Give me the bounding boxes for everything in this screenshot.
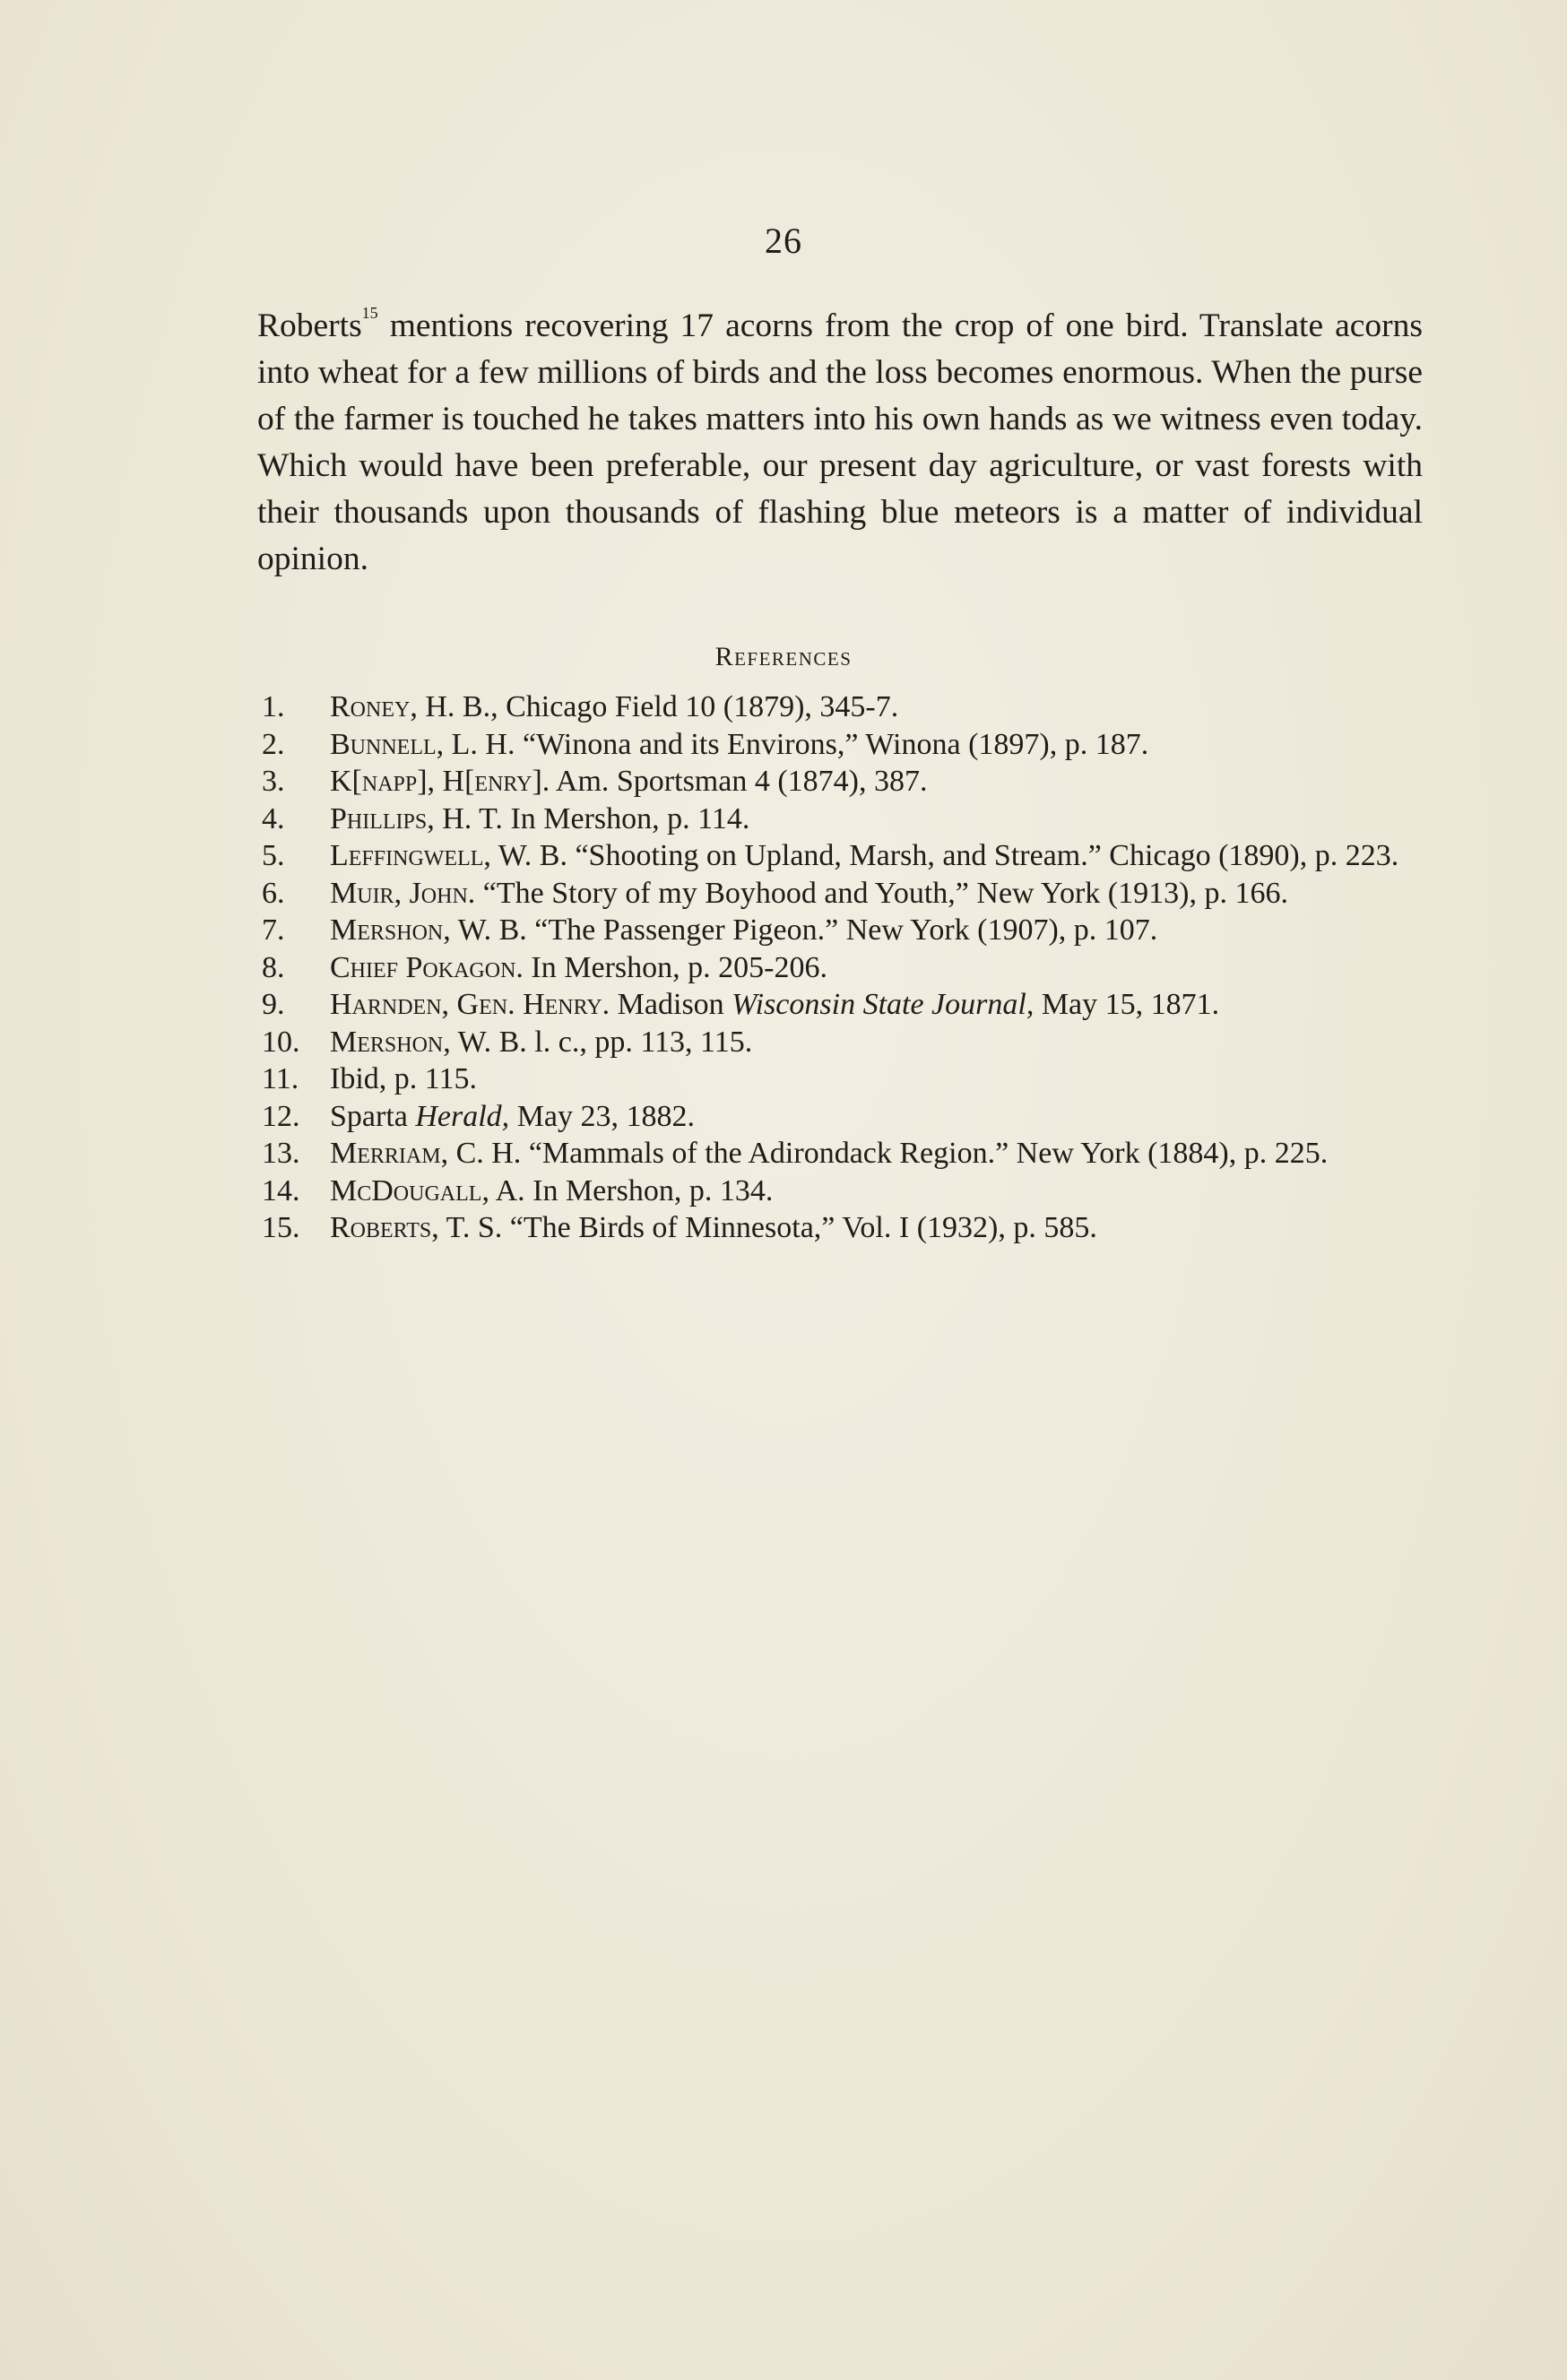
reference-title-italic: Wisconsin State Journal, (732, 988, 1035, 1021)
reference-text-after: May 15, 1871. (1034, 988, 1220, 1021)
reference-number: 7. (262, 913, 285, 947)
reference-item (262, 1209, 1427, 1247)
reference-author: Bunnell, L. H. (330, 727, 515, 761)
reference-number: 3. (262, 765, 285, 798)
reference-number: 11. (262, 1062, 299, 1095)
reference-author: K[napp], H[enry]. (330, 765, 550, 798)
reference-item (262, 1024, 1427, 1061)
reference-text-after: May 23, 1882. (509, 1099, 696, 1133)
reference-number: 4. (262, 801, 285, 835)
reference-item (262, 1173, 1427, 1210)
reference-text: Chicago Field 10 (1879), 345-7. (498, 690, 899, 723)
reference-item (262, 726, 1427, 764)
reference-text: l. c., pp. 113, 115. (526, 1025, 753, 1059)
reference-number: 9. (262, 988, 285, 1021)
reference-number: 12. (262, 1099, 300, 1133)
reference-number: 14. (262, 1173, 300, 1207)
reference-number: 6. (262, 876, 285, 910)
reference-number: 5. (262, 839, 285, 872)
reference-text: Ibid, p. 115. (330, 1062, 478, 1095)
reference-author: Muir, John. (330, 876, 476, 910)
reference-author: McDougall, A. (330, 1173, 525, 1207)
reference-item (262, 688, 1427, 726)
reference-text: “The Story of my Boyhood and Youth,” New York (1913), p. 166. (475, 876, 1288, 910)
reference-text: “The Birds of Minnesota,” Vol. I (1932), p. 585. (502, 1211, 1097, 1244)
reference-item (262, 986, 1427, 1024)
reference-author: Chief Pokagon. (330, 950, 524, 984)
reference-text: Sparta (330, 1099, 416, 1133)
body-paragraph (257, 303, 1423, 583)
references-list (262, 688, 1427, 1247)
reference-text: “The Passenger Pigeon.” New York (1907), p. 107. (526, 913, 1158, 947)
reference-author: Merriam, C. H. (330, 1137, 522, 1170)
reference-item (262, 949, 1427, 987)
reference-number: 10. (262, 1025, 300, 1059)
paragraph-text: mentions recovering 17 acorns from the crop of one bird. Translate acorns into wheat for a few millions of birds and the loss becomes enormous. When the purse of the farmer is touched he takes matters into his own hands as we witness even today. Which would have been preferable, our present day agriculture, or vast forests with their thousands upon thousands of flashing blue meteors is a matter of individual opinion. (257, 307, 1423, 577)
footnote-marker: 15 (361, 304, 378, 322)
reference-item (262, 875, 1427, 913)
reference-item (262, 801, 1427, 838)
reference-text: In Mershon, p. 134. (524, 1173, 774, 1207)
reference-title-italic: Herald, (415, 1099, 510, 1133)
reference-number: 2. (262, 727, 285, 761)
reference-number: 13. (262, 1137, 300, 1170)
reference-text: “Shooting on Upland, Marsh, and Stream.” Chicago (1890), p. 223. (567, 839, 1399, 872)
reference-author: Mershon, W. B. (330, 913, 527, 947)
reference-item (262, 837, 1427, 875)
reference-text: Am. Sportsman 4 (1874), 387. (550, 765, 928, 798)
reference-number: 1. (262, 690, 285, 723)
paragraph-text-start: Roberts (257, 307, 362, 344)
reference-author: Roberts, T. S. (330, 1211, 503, 1244)
references-heading: References (714, 642, 853, 671)
reference-number: 8. (262, 950, 285, 984)
page-number: 26 (765, 221, 802, 261)
reference-author: Roney, H. B., (330, 690, 498, 723)
reference-text: “Winona and its Environs,” Winona (1897), p. 187. (515, 727, 1149, 761)
reference-item (262, 763, 1427, 801)
reference-item (262, 912, 1427, 949)
reference-author: Harnden, Gen. Henry. (330, 988, 610, 1021)
reference-item (262, 1060, 1427, 1098)
reference-item (262, 1135, 1427, 1173)
reference-number: 15. (262, 1211, 300, 1244)
reference-author: Leffingwell, W. B. (330, 839, 567, 872)
reference-author: Phillips, H. T. (330, 801, 503, 835)
reference-item (262, 1098, 1427, 1136)
reference-text: Madison (610, 988, 732, 1021)
reference-text: In Mershon, p. 205-206. (523, 950, 827, 984)
reference-text: In Mershon, p. 114. (502, 801, 750, 835)
reference-author: Mershon, W. B. (330, 1025, 527, 1059)
reference-text: “Mammals of the Adirondack Region.” New York (1884), p. 225. (521, 1137, 1329, 1170)
